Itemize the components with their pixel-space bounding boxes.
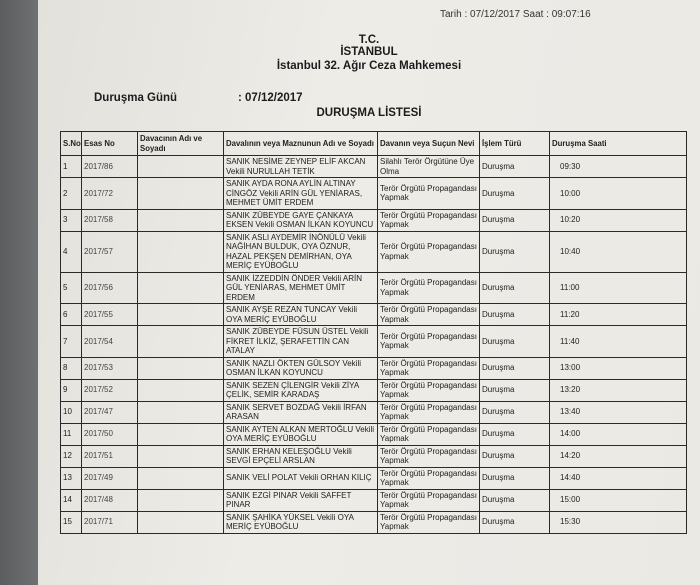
header-court: İstanbul 32. Ağır Ceza Mahkemesi — [276, 60, 462, 72]
cell-no: 5 — [61, 272, 82, 304]
cell-suc: Terör Örgütü Propagandası Yapmak — [378, 379, 480, 401]
cell-saat: 14:20 — [550, 445, 687, 467]
header-tc: T.C. — [358, 34, 380, 46]
column-header: Davalının veya Maznunun Adı ve Soyadı — [224, 132, 378, 156]
cell-esas: 2017/50 — [82, 423, 138, 445]
cell-davaci — [138, 489, 224, 511]
cell-davali: SANIK İZZEDDİN ÖNDER Vekili ARİN GÜL YENİARAS, MEHMET ÜMİT ERDEM — [224, 272, 378, 304]
cell-davali: SANIK ASLI AYDEMİR İNÖNÜLÜ Vekili NAĞİHAN BULDUK, OYA ÖZNUR, HAZAL PEKŞEN DEMİRHAN, OYA MERİÇ EYÜBOĞLU — [224, 231, 378, 272]
cell-no: 9 — [61, 379, 82, 401]
cell-islem: Duruşma — [480, 178, 550, 210]
cell-suc: Terör Örgütü Propagandası Yapmak — [378, 511, 480, 533]
cell-saat: 13:40 — [550, 401, 687, 423]
cell-davaci — [138, 326, 224, 358]
cell-saat: 11:20 — [550, 304, 687, 326]
cell-saat: 11:40 — [550, 326, 687, 358]
cell-davali: SANIK AYDA RONA AYLİN ALTINAY CİNGÖZ Vekili ARİN GÜL YENİARAS, MEHMET ÜMİT ERDEM — [224, 178, 378, 210]
cell-no: 11 — [61, 423, 82, 445]
column-header: İşlem Türü — [480, 132, 550, 156]
table-row — [61, 423, 687, 445]
cell-saat: 11:00 — [550, 272, 687, 304]
table-row — [61, 209, 687, 231]
document-page — [38, 0, 700, 585]
cell-suc: Terör Örgütü Propagandası Yapmak — [378, 178, 480, 210]
cell-davaci — [138, 272, 224, 304]
cell-davali: SANIK NESİME ZEYNEP ELİF AKCAN Vekili NURULLAH TETİK — [224, 156, 378, 178]
cell-davaci — [138, 178, 224, 210]
cell-esas: 2017/58 — [82, 209, 138, 231]
cell-saat: 14:00 — [550, 423, 687, 445]
cell-no: 15 — [61, 511, 82, 533]
cell-suc: Terör Örgütü Propagandası Yapmak — [378, 231, 480, 272]
column-header: S.No — [61, 132, 82, 156]
cell-davali: SANIK EZGİ PINAR Vekili SAFFET PINAR — [224, 489, 378, 511]
hearing-table — [60, 131, 687, 534]
cell-suc: Terör Örgütü Propagandası Yapmak — [378, 489, 480, 511]
cell-davaci — [138, 209, 224, 231]
cell-suc: Terör Örgütü Propagandası Yapmak — [378, 272, 480, 304]
cell-saat: 09:30 — [550, 156, 687, 178]
cell-suc: Terör Örgütü Propagandası Yapmak — [378, 467, 480, 489]
cell-esas: 2017/54 — [82, 326, 138, 358]
cell-esas: 2017/53 — [82, 357, 138, 379]
list-title: DURUŞMA LİSTESİ — [316, 107, 422, 119]
cell-esas: 2017/57 — [82, 231, 138, 272]
cell-islem: Duruşma — [480, 304, 550, 326]
cell-saat: 10:20 — [550, 209, 687, 231]
cell-suc: Terör Örgütü Propagandası Yapmak — [378, 423, 480, 445]
cell-davali: SANIK ZÜBEYDE FÜSUN ÜSTEL Vekili FİKRET İLKİZ, ŞERAFETTİN CAN ATALAY — [224, 326, 378, 358]
cell-islem: Duruşma — [480, 357, 550, 379]
cell-no: 1 — [61, 156, 82, 178]
cell-esas: 2017/48 — [82, 489, 138, 511]
table-row — [61, 178, 687, 210]
cell-islem: Duruşma — [480, 272, 550, 304]
cell-islem: Duruşma — [480, 379, 550, 401]
cell-davali: SANIK NAZLI ÖKTEN GÜLSOY Vekili OSMAN İLKAN KOYUNCU — [224, 357, 378, 379]
cell-no: 14 — [61, 489, 82, 511]
cell-no: 7 — [61, 326, 82, 358]
cell-no: 13 — [61, 467, 82, 489]
cell-esas: 2017/71 — [82, 511, 138, 533]
cell-davali: SANIK AYTEN ALKAN MERTOĞLU Vekili OYA MERİÇ EYÜBOĞLU — [224, 423, 378, 445]
table-row — [61, 445, 687, 467]
cell-saat: 14:40 — [550, 467, 687, 489]
cell-saat: 10:40 — [550, 231, 687, 272]
table-row — [61, 379, 687, 401]
cell-islem: Duruşma — [480, 511, 550, 533]
cell-esas: 2017/52 — [82, 379, 138, 401]
column-header: Davacının Adı ve Soyadı — [138, 132, 224, 156]
cell-esas: 2017/47 — [82, 401, 138, 423]
table-row — [61, 231, 687, 272]
cell-davali: SANIK ERHAN KELEŞOĞLU Vekili SEVGİ EPÇELİ ARSLAN — [224, 445, 378, 467]
cell-esas: 2017/86 — [82, 156, 138, 178]
hearing-day-label: Duruşma Günü — [94, 92, 178, 104]
header-city: İSTANBUL — [340, 46, 398, 58]
cell-no: 4 — [61, 231, 82, 272]
table-header-row — [61, 132, 687, 156]
table-row — [61, 511, 687, 533]
cell-davaci — [138, 467, 224, 489]
cell-davaci — [138, 357, 224, 379]
cell-islem: Duruşma — [480, 209, 550, 231]
cell-davaci — [138, 379, 224, 401]
cell-davaci — [138, 445, 224, 467]
cell-islem: Duruşma — [480, 231, 550, 272]
cell-islem: Duruşma — [480, 467, 550, 489]
cell-saat: 10:00 — [550, 178, 687, 210]
cell-davali: SANIK SERVET BOZDAĞ Vekili İRFAN ARASAN — [224, 401, 378, 423]
cell-davaci — [138, 401, 224, 423]
cell-davaci — [138, 231, 224, 272]
table-row — [61, 326, 687, 358]
cell-suc: Terör Örgütü Propagandası Yapmak — [378, 209, 480, 231]
cell-esas: 2017/72 — [82, 178, 138, 210]
cell-suc: Silahlı Terör Örgütüne Üye Olma — [378, 156, 480, 178]
cell-islem: Duruşma — [480, 489, 550, 511]
cell-saat: 13:20 — [550, 379, 687, 401]
cell-no: 3 — [61, 209, 82, 231]
table-row — [61, 304, 687, 326]
cell-suc: Terör Örgütü Propagandası Yapmak — [378, 445, 480, 467]
print-timestamp: Tarih : 07/12/2017 Saat : 09:07:16 — [440, 9, 591, 20]
cell-islem: Duruşma — [480, 401, 550, 423]
cell-no: 6 — [61, 304, 82, 326]
table-row — [61, 357, 687, 379]
cell-no: 2 — [61, 178, 82, 210]
cell-davaci — [138, 304, 224, 326]
table-row — [61, 272, 687, 304]
cell-islem: Duruşma — [480, 423, 550, 445]
cell-davali: SANIK ŞAHİKA YÜKSEL Vekili OYA MERİÇ EYÜBOĞLU — [224, 511, 378, 533]
table-row — [61, 467, 687, 489]
table-row — [61, 489, 687, 511]
cell-davali: SANIK VELİ POLAT Vekili ORHAN KILIÇ — [224, 467, 378, 489]
cell-saat: 13:00 — [550, 357, 687, 379]
cell-davali: SANIK SEZEN ÇİLENGİR Vekili ZİYA ÇELİK, SEMİR KARADAŞ — [224, 379, 378, 401]
cell-suc: Terör Örgütü Propagandası Yapmak — [378, 357, 480, 379]
cell-no: 10 — [61, 401, 82, 423]
cell-saat: 15:30 — [550, 511, 687, 533]
cell-davali: SANIK ZÜBEYDE GAYE ÇANKAYA EKSEN Vekili OSMAN İLKAN KOYUNCU — [224, 209, 378, 231]
cell-esas: 2017/56 — [82, 272, 138, 304]
column-header: Esas No — [82, 132, 138, 156]
column-header: Duruşma Saati — [550, 132, 687, 156]
table-row — [61, 156, 687, 178]
table-row — [61, 401, 687, 423]
cell-saat: 15:00 — [550, 489, 687, 511]
cell-no: 8 — [61, 357, 82, 379]
cell-suc: Terör Örgütü Propagandası Yapmak — [378, 304, 480, 326]
cell-esas: 2017/49 — [82, 467, 138, 489]
cell-islem: Duruşma — [480, 156, 550, 178]
cell-islem: Duruşma — [480, 445, 550, 467]
cell-islem: Duruşma — [480, 326, 550, 358]
cell-davaci — [138, 511, 224, 533]
cell-davaci — [138, 156, 224, 178]
cell-davali: SANIK AYŞE REZAN TUNCAY Vekili OYA MERİÇ EYÜBOĞLU — [224, 304, 378, 326]
cell-davaci — [138, 423, 224, 445]
cell-suc: Terör Örgütü Propagandası Yapmak — [378, 326, 480, 358]
hearing-day-value: : 07/12/2017 — [238, 92, 303, 104]
cell-no: 12 — [61, 445, 82, 467]
cell-esas: 2017/55 — [82, 304, 138, 326]
cell-esas: 2017/51 — [82, 445, 138, 467]
column-header: Davanın veya Suçun Nevi — [378, 132, 480, 156]
cell-suc: Terör Örgütü Propagandası Yapmak — [378, 401, 480, 423]
